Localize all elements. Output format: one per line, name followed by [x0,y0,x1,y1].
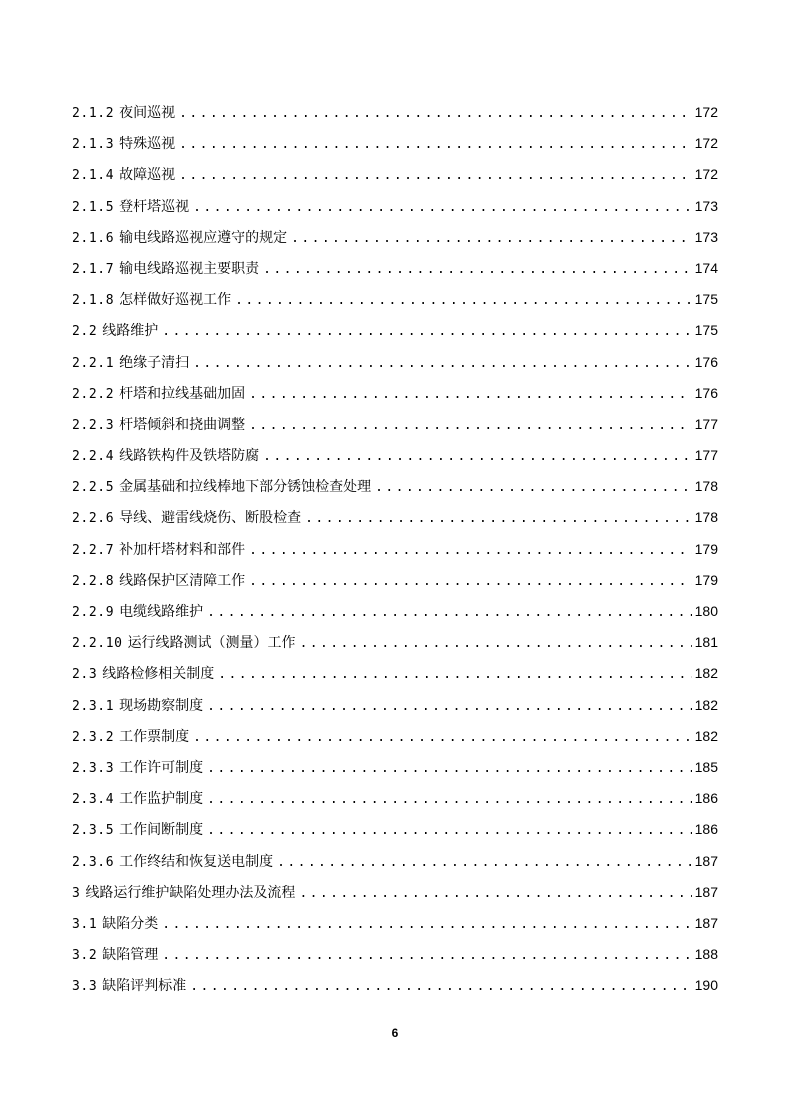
toc-entry-page: 177 [694,415,718,432]
toc-entry-page: 187 [694,883,718,900]
toc-entry-page: 180 [694,603,718,619]
toc-entry-page: 186 [694,821,718,838]
toc-entry-title: 杆塔倾斜和挠曲调整 [119,416,246,433]
toc-entry[interactable] [72,534,718,565]
toc-entry[interactable] [72,159,718,190]
toc-entry-page: 172 [694,104,718,120]
toc-entry-title: 电缆线路维护 [119,604,204,620]
toc-entry-title: 缺陷管理 [102,947,159,964]
toc-entry[interactable] [72,222,718,253]
toc-dot-leader [249,566,692,597]
toc-entry-page: 177 [694,447,718,464]
toc-entry-number: 2.3.3 [72,760,115,776]
toc-entry-number: 2.1.3 [72,137,115,153]
toc-entry-number: 2.2.7 [72,542,115,558]
toc-entry-title: 运行线路测试（测量）工作 [127,635,296,652]
toc-dot-leader [179,98,692,129]
toc-entry[interactable] [72,253,718,284]
toc-entry-page: 175 [694,322,718,339]
toc-entry-number: 2.1.2 [72,106,115,121]
toc-entry-title: 输电线路巡视应遵守的规定 [119,229,288,246]
toc-entry[interactable] [72,721,718,752]
toc-entry-number: 2.2.2 [72,386,115,402]
toc-entry-page: 186 [694,790,718,807]
toc-entry[interactable] [72,939,718,970]
toc-entry[interactable] [72,877,718,908]
toc-entry-number: 2.2 [72,324,98,340]
toc-entry-page: 172 [694,166,718,183]
toc-entry-title: 线路铁构件及铁塔防腐 [119,448,260,465]
toc-entry[interactable] [72,378,718,409]
toc-entry-page: 173 [694,197,718,214]
toc-dot-leader [277,847,692,878]
toc-entry-number: 2.1.4 [72,168,115,184]
toc-entry-title: 绝缘子清扫 [119,354,190,371]
toc-entry[interactable] [72,97,718,128]
toc-entry-page: 187 [694,914,718,931]
toc-entry-title: 线路维护 [102,323,159,340]
toc-entry[interactable] [72,970,718,1001]
toc-entry-title: 现场勘察制度 [119,697,204,714]
toc-entry-page: 176 [694,353,718,370]
toc-dot-leader [249,410,692,441]
toc-entry[interactable] [72,658,718,689]
toc-entry-number: 2.3.5 [72,823,115,839]
toc-dot-leader [193,192,692,223]
toc-entry-number: 2.1.6 [72,230,115,246]
toc-dot-leader [193,722,692,753]
toc-entry-title: 登杆塔巡视 [119,198,190,215]
toc-dot-leader [300,628,692,659]
toc-entry[interactable] [72,128,718,159]
toc-entry-number: 2.1.5 [72,199,115,215]
toc-entry[interactable] [72,690,718,721]
toc-entry-number: 2.3.2 [72,729,115,745]
toc-dot-leader [162,909,691,940]
toc-entry[interactable] [72,908,718,939]
toc-entry[interactable] [72,502,718,533]
toc-entry-page: 175 [694,291,718,308]
toc-dot-leader [193,348,692,379]
toc-entry-number: 2.1.8 [72,293,115,309]
toc-entry-number: 2.2.5 [72,480,115,496]
toc-entry-title: 补加杆塔材料和部件 [119,541,246,558]
toc-entry-title: 怎样做好巡视工作 [119,292,232,309]
table-of-contents [72,97,718,1001]
toc-entry-page: 179 [694,540,718,557]
toc-entry-page: 172 [694,135,718,152]
toc-dot-leader [305,503,692,534]
toc-entry-page: 182 [694,727,718,744]
toc-entry-page: 179 [694,571,718,588]
toc-entry-title: 工作间断制度 [119,822,204,839]
page-number: 6 [391,1026,399,1040]
toc-entry-title: 故障巡视 [119,167,176,184]
toc-dot-leader [179,160,692,191]
toc-entry-page: 190 [694,977,718,994]
toc-entry-title: 杆塔和拉线基础加固 [119,385,246,402]
toc-entry[interactable] [72,284,718,315]
toc-dot-leader [375,472,692,503]
toc-dot-leader [235,285,692,316]
toc-entry[interactable] [72,347,718,378]
toc-entry[interactable] [72,814,718,845]
toc-entry-number: 2.2.4 [72,449,115,465]
toc-entry[interactable] [72,565,718,596]
toc-entry-number: 2.3.4 [72,792,115,808]
toc-dot-leader [162,316,691,347]
toc-entry-title: 工作票制度 [119,728,190,745]
toc-entry-page: 187 [694,852,718,869]
toc-entry[interactable] [72,846,718,877]
toc-dot-leader [207,815,692,846]
toc-entry-number: 3.2 [72,948,98,964]
toc-dot-leader [207,753,692,784]
toc-dot-leader [207,784,692,815]
toc-entry[interactable] [72,315,718,346]
toc-entry[interactable] [72,440,718,471]
toc-entry-number: 2.2.3 [72,417,115,433]
toc-dot-leader [263,254,692,285]
toc-entry-number: 2.2.6 [72,511,115,527]
toc-dot-leader [162,940,691,971]
toc-entry-page: 181 [694,634,718,651]
toc-dot-leader [207,597,692,628]
toc-entry-page: 176 [694,384,718,401]
toc-entry-title: 金属基础和拉线棒地下部分锈蚀检查处理 [119,479,372,496]
toc-entry-page: 188 [694,946,718,963]
toc-entry-number: 3 [72,885,81,901]
toc-entry-number: 2.2.10 [72,636,123,652]
toc-entry-page: 178 [694,478,718,495]
toc-dot-leader [207,691,692,722]
toc-entry-title: 工作监护制度 [119,791,204,808]
toc-dot-leader [218,659,691,690]
toc-entry-number: 3.1 [72,916,98,932]
toc-entry[interactable] [72,471,718,502]
toc-entry-number: 2.3.6 [72,854,115,870]
toc-dot-leader [291,223,692,254]
toc-entry-number: 2.3.1 [72,698,115,714]
toc-dot-leader [179,129,692,160]
toc-entry-title: 线路检修相关制度 [102,666,215,683]
toc-entry-page: 178 [694,509,718,526]
toc-entry-number: 2.2.1 [72,355,115,371]
toc-entry-title: 输电线路巡视主要职责 [119,260,260,277]
toc-entry-title: 缺陷分类 [102,915,159,932]
toc-entry-page: 182 [694,696,718,713]
toc-entry[interactable] [72,596,718,627]
toc-entry-number: 2.1.7 [72,261,115,277]
toc-dot-leader [263,441,692,472]
toc-entry-page: 185 [694,758,718,775]
toc-entry-title: 工作许可制度 [119,759,204,776]
toc-entry-page: 182 [694,665,718,682]
toc-dot-leader [299,878,691,909]
toc-entry[interactable] [72,752,718,783]
toc-dot-leader [249,379,692,410]
toc-entry-number: 3.3 [72,979,98,995]
toc-entry-title: 工作终结和恢复送电制度 [119,853,274,870]
toc-entry[interactable] [72,409,718,440]
toc-entry-number: 2.2.9 [72,605,115,620]
toc-entry[interactable] [72,627,718,658]
toc-entry-title: 导线、避雷线烧伤、断股检查 [119,510,302,527]
toc-entry-title: 特殊巡视 [119,136,176,153]
toc-entry[interactable] [72,191,718,222]
toc-entry-number: 2.3 [72,667,98,683]
toc-dot-leader [190,971,691,1002]
toc-entry-page: 174 [694,259,718,276]
toc-entry-page: 173 [694,228,718,245]
toc-entry-title: 夜间巡视 [119,105,176,121]
toc-dot-leader [249,535,692,566]
toc-entry-number: 2.2.8 [72,573,115,589]
toc-entry[interactable] [72,783,718,814]
toc-entry-title: 缺陷评判标准 [102,978,187,995]
toc-entry-title: 线路保护区清障工作 [119,572,246,589]
toc-entry-title: 线路运行维护缺陷处理办法及流程 [85,884,296,901]
